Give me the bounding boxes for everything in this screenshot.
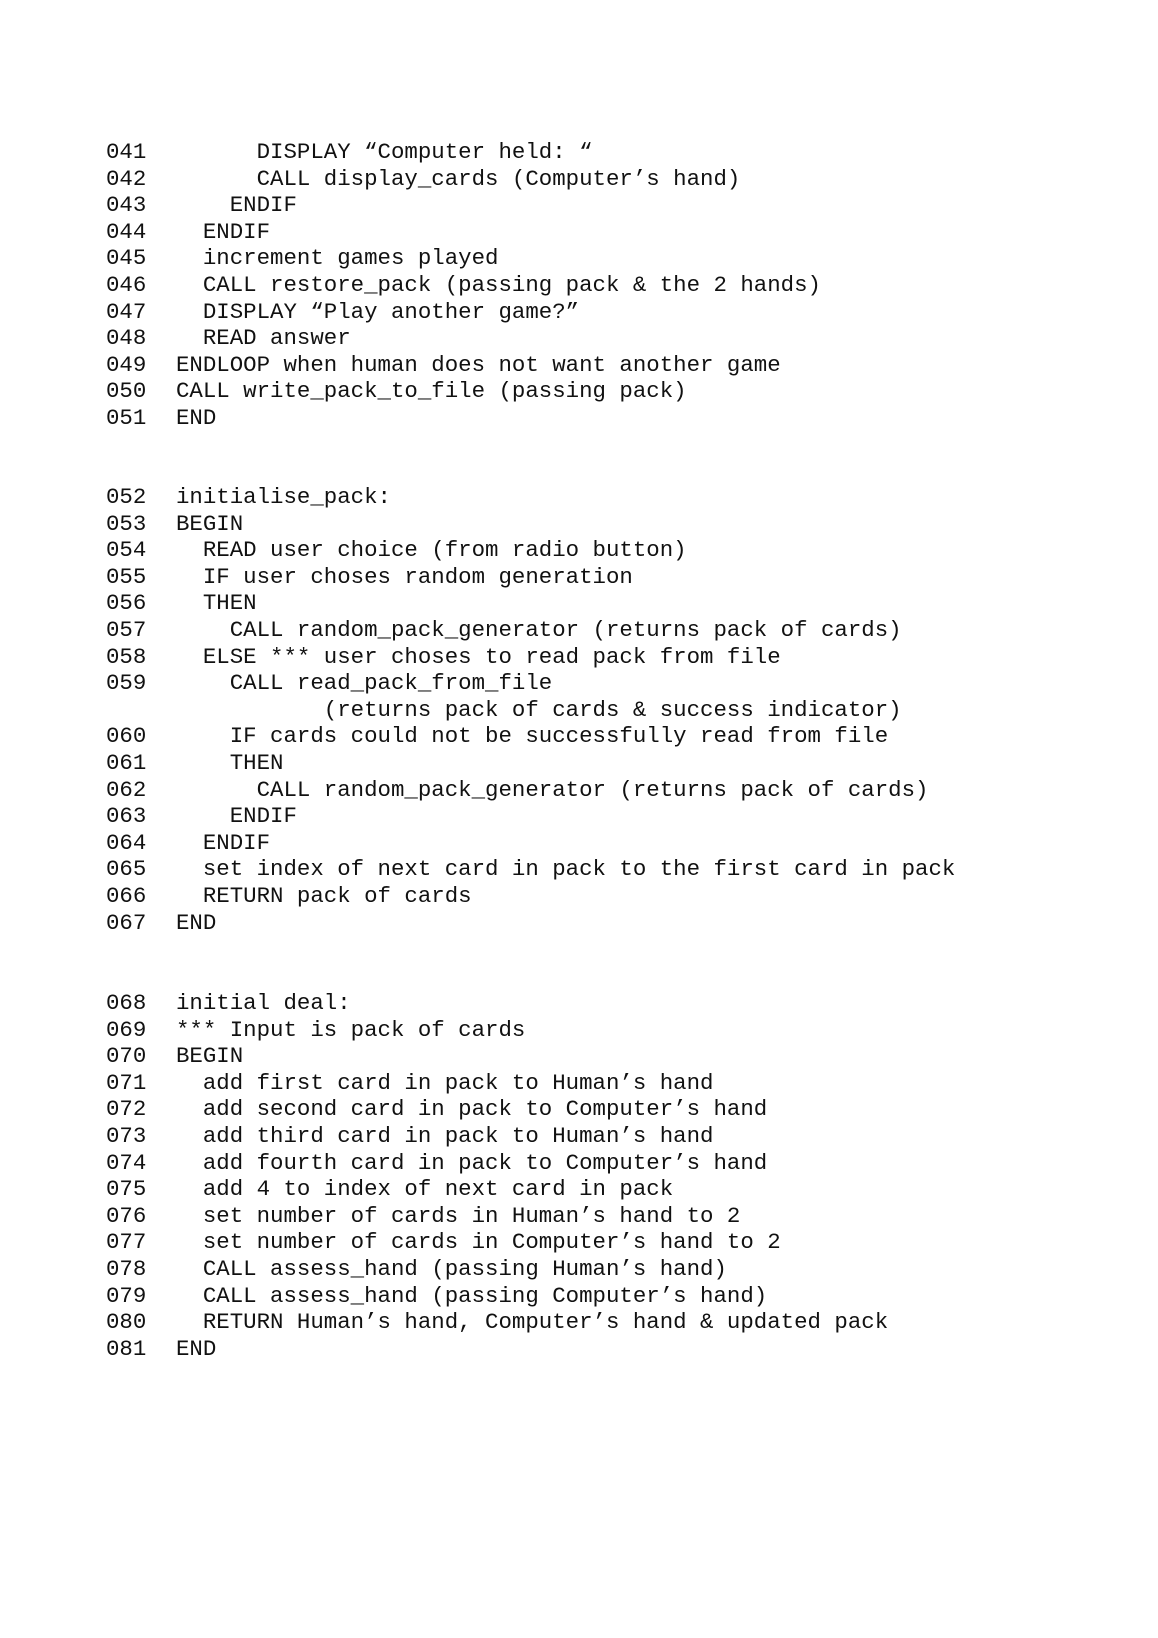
code-text: THEN	[176, 590, 257, 617]
line-number: 043	[106, 192, 147, 219]
line-number: 046	[106, 271, 147, 298]
code-line	[106, 352, 821, 379]
code-line	[106, 245, 821, 272]
code-text: add second card in pack to Computer’s hand	[176, 1096, 768, 1123]
code-line	[106, 192, 821, 219]
line-number: 065	[106, 856, 147, 883]
line-number: 077	[106, 1229, 147, 1256]
line-number: 058	[106, 643, 147, 670]
code-text: IF cards could not be successfully read from file	[176, 723, 889, 750]
line-number: 055	[106, 563, 147, 590]
code-line	[106, 644, 955, 671]
code-line	[106, 856, 955, 883]
line-number: 080	[106, 1309, 147, 1336]
code-line	[106, 166, 821, 193]
line-number: 069	[106, 1016, 147, 1043]
line-number: 042	[106, 165, 147, 192]
line-number: 062	[106, 776, 147, 803]
line-number: 044	[106, 218, 147, 245]
line-number: 071	[106, 1069, 147, 1096]
code-text: READ answer	[176, 325, 351, 352]
code-text: set number of cards in Human’s hand to 2	[176, 1202, 741, 1229]
code-line	[106, 883, 955, 910]
line-number: 070	[106, 1043, 147, 1070]
code-block-main-end	[106, 139, 821, 432]
code-line	[106, 219, 821, 246]
code-line	[106, 299, 821, 326]
code-text: END	[176, 909, 217, 936]
line-number: 054	[106, 537, 147, 564]
line-number: 076	[106, 1202, 147, 1229]
line-number: 052	[106, 484, 147, 510]
code-text: CALL random_pack_generator (returns pack of cards)	[176, 616, 902, 643]
code-line	[106, 1096, 888, 1123]
code-line	[106, 139, 821, 166]
code-line	[106, 1309, 888, 1336]
code-text: *** Input is pack of cards	[176, 1016, 526, 1043]
line-number: 061	[106, 749, 147, 776]
code-text: ELSE *** user choses to read pack from file	[176, 643, 781, 670]
code-text: CALL write_pack_to_file (passing pack)	[176, 378, 687, 405]
code-line	[106, 325, 821, 352]
code-text: DISPLAY “Computer held: “	[176, 139, 593, 165]
code-line	[106, 1176, 888, 1203]
line-number: 079	[106, 1282, 147, 1309]
line-number: 074	[106, 1149, 147, 1176]
code-line	[106, 697, 955, 724]
line-number: 078	[106, 1255, 147, 1282]
code-line	[106, 590, 955, 617]
line-number: 063	[106, 803, 147, 830]
code-text: ENDLOOP when human does not want another game	[176, 351, 781, 378]
code-text: ENDIF	[176, 829, 271, 856]
line-number: 053	[106, 510, 147, 537]
code-line	[106, 830, 955, 857]
line-number: 050	[106, 378, 147, 405]
code-text: RETURN Human’s hand, Computer’s hand & updated pack	[176, 1309, 889, 1336]
code-text: CALL assess_hand (passing Human’s hand)	[176, 1255, 727, 1282]
code-text: set number of cards in Computer’s hand to 2	[176, 1229, 781, 1256]
code-line	[106, 405, 821, 432]
code-text: initial deal:	[176, 990, 351, 1016]
code-text: ENDIF	[176, 192, 297, 219]
line-number: 057	[106, 616, 147, 643]
code-line	[106, 272, 821, 299]
code-line	[106, 750, 955, 777]
line-number: 056	[106, 590, 147, 617]
code-text: initialise_pack:	[176, 484, 391, 510]
code-line	[106, 670, 955, 697]
code-line	[106, 1256, 888, 1283]
line-number: 075	[106, 1176, 147, 1203]
code-text: add fourth card in pack to Computer’s hand	[176, 1149, 768, 1176]
code-text: set index of next card in pack to the first card in pack	[176, 856, 956, 883]
line-number: 041	[106, 139, 147, 165]
code-line	[106, 511, 955, 538]
line-number: 066	[106, 882, 147, 909]
code-line	[106, 1017, 888, 1044]
code-block-initialise-pack	[106, 484, 955, 936]
code-line	[106, 617, 955, 644]
code-text: CALL read_pack_from_file	[176, 670, 553, 697]
code-line	[106, 1043, 888, 1070]
line-number: 048	[106, 325, 147, 352]
code-text: THEN	[176, 749, 284, 776]
line-number: 059	[106, 670, 147, 697]
code-text: CALL random_pack_generator (returns pack of cards)	[176, 776, 929, 803]
code-text: add first card in pack to Human’s hand	[176, 1069, 714, 1096]
code-line	[106, 723, 955, 750]
code-text: BEGIN	[176, 510, 244, 537]
code-block-initial-deal	[106, 990, 888, 1362]
code-line	[106, 484, 955, 511]
code-line	[106, 910, 955, 937]
code-line	[106, 1336, 888, 1363]
code-line	[106, 1123, 888, 1150]
code-line	[106, 1070, 888, 1097]
code-line	[106, 1203, 888, 1230]
line-number: 047	[106, 298, 147, 325]
code-text: DISPLAY “Play another game?”	[176, 298, 580, 325]
line-number: 073	[106, 1122, 147, 1149]
code-line	[106, 537, 955, 564]
code-text: BEGIN	[176, 1043, 244, 1070]
line-number: 045	[106, 245, 147, 272]
line-number: 060	[106, 723, 147, 750]
code-text: IF user choses random generation	[176, 563, 633, 590]
code-text: RETURN pack of cards	[176, 882, 472, 909]
code-line	[106, 564, 955, 591]
code-line	[106, 1283, 888, 1310]
code-text: add third card in pack to Human’s hand	[176, 1122, 714, 1149]
code-line	[106, 990, 888, 1017]
code-text: ENDIF	[176, 803, 297, 830]
code-text: READ user choice (from radio button)	[176, 537, 687, 564]
line-number: 081	[106, 1335, 147, 1362]
line-number: 049	[106, 351, 147, 378]
code-text: (returns pack of cards & success indicator)	[176, 696, 902, 723]
line-number: 064	[106, 829, 147, 856]
code-text: CALL display_cards (Computer’s hand)	[176, 165, 741, 192]
code-text: increment games played	[176, 245, 499, 272]
code-text: add 4 to index of next card in pack	[176, 1176, 674, 1203]
code-line	[106, 803, 955, 830]
code-text: END	[176, 1335, 217, 1362]
line-number: 068	[106, 990, 147, 1016]
code-line	[106, 1229, 888, 1256]
code-text: CALL restore_pack (passing pack & the 2 hands)	[176, 271, 821, 298]
code-line	[106, 1150, 888, 1177]
code-text: CALL assess_hand (passing Computer’s hand)	[176, 1282, 768, 1309]
line-number: 072	[106, 1096, 147, 1123]
code-text: ENDIF	[176, 218, 271, 245]
code-text: END	[176, 404, 217, 431]
line-number: 067	[106, 909, 147, 936]
line-number: 051	[106, 404, 147, 431]
code-line	[106, 378, 821, 405]
code-line	[106, 777, 955, 804]
